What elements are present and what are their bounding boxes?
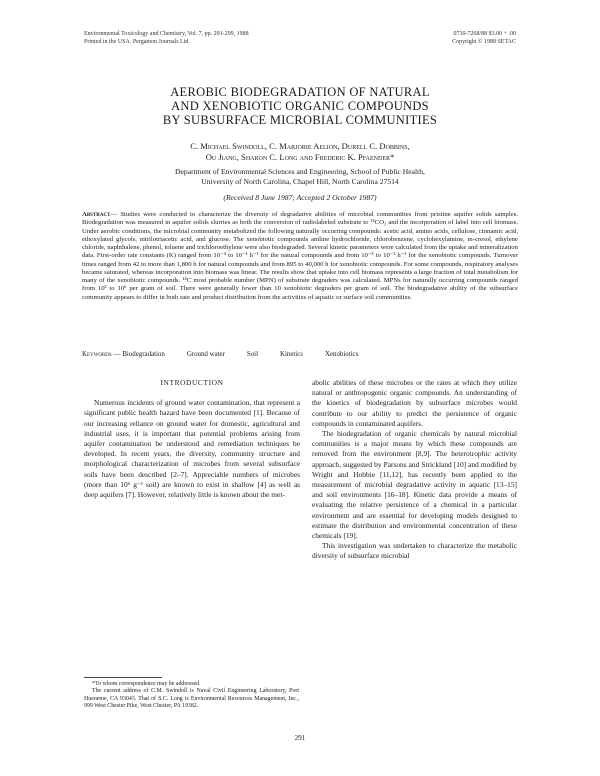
keywords	[82, 351, 518, 358]
keyword: — Biodegradation	[113, 351, 165, 358]
footnote-rule	[84, 677, 162, 678]
body-paragraph: The biodegradation of organic chemicals by natural microbial communities is a major means by which these compounds are removed from the environment [8,9]. The heterotrophic activity approach, suggested by Parsons and Strickland [10] and modified by Wright and Hobbie [11,12], has recently been applied to the measurement of microbial degradative activity in aquatic [13–15] and soil environments [16–18]. Kinetic data provide a means of evaluating the relative persistence of a chemical in a particular environment and are essential for developing models designed to estimate the distribution and environmental concentration of these chemicals [19].	[312, 429, 517, 541]
title-line: BY SUBSURFACE MICROBIAL COMMUNITIES	[162, 113, 438, 127]
copyright-line: Copyright © 1988 SETAC	[452, 39, 516, 45]
affiliation-line: Department of Environmental Sciences and Engineering, School of Public Health,	[175, 167, 425, 176]
body-paragraph: This investigation was undertaken to characterize the metabolic diversity of subsurface microbial	[312, 541, 517, 561]
keyword: Xenobiotics	[324, 351, 359, 358]
journal-printer-line: Printed in the USA. Pergamon Journals Ltd.	[84, 39, 190, 45]
section-heading-introduction: INTRODUCTION	[160, 378, 224, 387]
journal-citation-line: Environmental Toxicology and Chemistry, Vol. 7, pp. 291-299, 1988	[84, 31, 249, 37]
footnote-correspondence: *To whom correspondence may be addressed.	[92, 681, 201, 687]
body-paragraph: abolic abilities of these microbes or the rates at which they utilize natural or anthropogenic organic compounds. An understanding of the kinetics of biodegradation by subsurface microbes would contribute to our ability to predict the persistence of organic compounds in contaminated aquifers.	[312, 378, 517, 428]
abstract-label: Abstract	[82, 211, 111, 218]
keyword: Soil	[246, 351, 258, 358]
affiliation-line: University of North Carolina, Chapel Hill, North Carolina 27514	[201, 177, 399, 186]
left-column	[84, 378, 300, 500]
author-line: C. Michael Swindoll, C. Marjorie Aelion, Durell C. Dobbins,	[190, 141, 410, 151]
abstract	[82, 211, 518, 302]
journal-copyright	[452, 30, 516, 46]
title-line: AND XENOBIOTIC ORGANIC COMPOUNDS	[171, 99, 429, 113]
keyword: Ground water	[186, 351, 225, 358]
body-paragraph: Numerous incidents of ground water contamination, that represent a significant public health hazard have been documented [1]. Because of our increasing reliance on ground water for domestic, agricultural and industrial uses, it is important that potential problems arising from aquifer contamination be understood and remediation techniques be developed. In recent years, the diversity, community structure and morphological characterization of microbes from several subsurface soils have been described [2–7]. Appreciable numbers of microbes (more than 10⁶ g⁻¹ soil) are known to exist in shallow [4] as well as deep aquifers [7]. However, relatively little is known about the met-	[84, 398, 300, 500]
right-column	[312, 378, 517, 562]
journal-citation	[84, 30, 249, 46]
footnote-addresses: The current address of C.M. Swindoll is Naval Civil Engineering Laboratory, Port Hueneme, CA 93043. That of S.C. Long is Environmental Resources Management, Inc., 999 West Chester Pike, West Chester, PA 19382.	[84, 688, 299, 710]
author-list	[60, 141, 540, 163]
footnotes	[84, 681, 299, 711]
received-accepted-dates: (Received 8 June 1987; Accepted 2 October 1987)	[223, 193, 377, 202]
abstract-text: — Studies were conducted to characterize the diversity of degradative abilities of microbial communities from pristine aquifer solids samples. Biodegradation was measured in aquifer solids slurries as both the conversion of radiolabeled substrate to ¹⁴CO₂ and the incorporation of label into cell biomass. Under aerobic conditions, the microbial community metabolized the following naturally occurring compounds: acetic acid, amino acids, cellulose, cinnamic acid, ethoxylated glycols, nitrilotriacetic acid, and glucose. The xenobiotic compounds aniline hydrochloride, chlorobenzene, cyclohexylamine, m-cresol, ethylene chloride, naphthalene, phenol, toluene and trichloroethylene were also biodegraded. Several kinetic parameters were calculated from the uptake and mineralization data. First-order rate constants (K) ranged from 10⁻⁴ to 10⁻¹ h⁻¹ for the natural compounds and from 10⁻⁵ to 10⁻³ h⁻¹ for the xenobiotic compounds. Turnover times ranged from 42 to more than 1,800 h for natural compounds and from 895 to 40,000 h for xenobiotic compounds. For some compounds, respiratory analyses became saturated, whereas incorporation into biomass was linear. The results show that uptake into cell biomass represents a large fraction of total metabolism for many of the xenobiotic compounds. ¹⁴C most probable number (MPN) of substrate degraders was calculated. MPNs for naturally occurring compounds ranged from 10³ to 10⁶ per gram of soil. There were generally fewer than 10 xenobiotic degraders per gram of soil. The biodegradative ability of the subsurface community appears to differ in both rate and product distribution from the activities of aquatic or surface soil communities.	[82, 211, 518, 301]
page-number: 291	[294, 734, 306, 742]
article-title	[0, 85, 600, 127]
affiliation	[60, 167, 540, 187]
issn-price-line: 0730-7268/88 $3.00 + .00	[453, 31, 516, 37]
keyword: Kinetics	[280, 351, 303, 358]
keywords-label: Keywords	[82, 351, 112, 358]
title-line: AEROBIC BIODEGRADATION OF NATURAL	[170, 85, 430, 99]
author-line: Ou Jiang, Sharon C. Long and Frederic K. Pfaender*	[205, 152, 395, 162]
